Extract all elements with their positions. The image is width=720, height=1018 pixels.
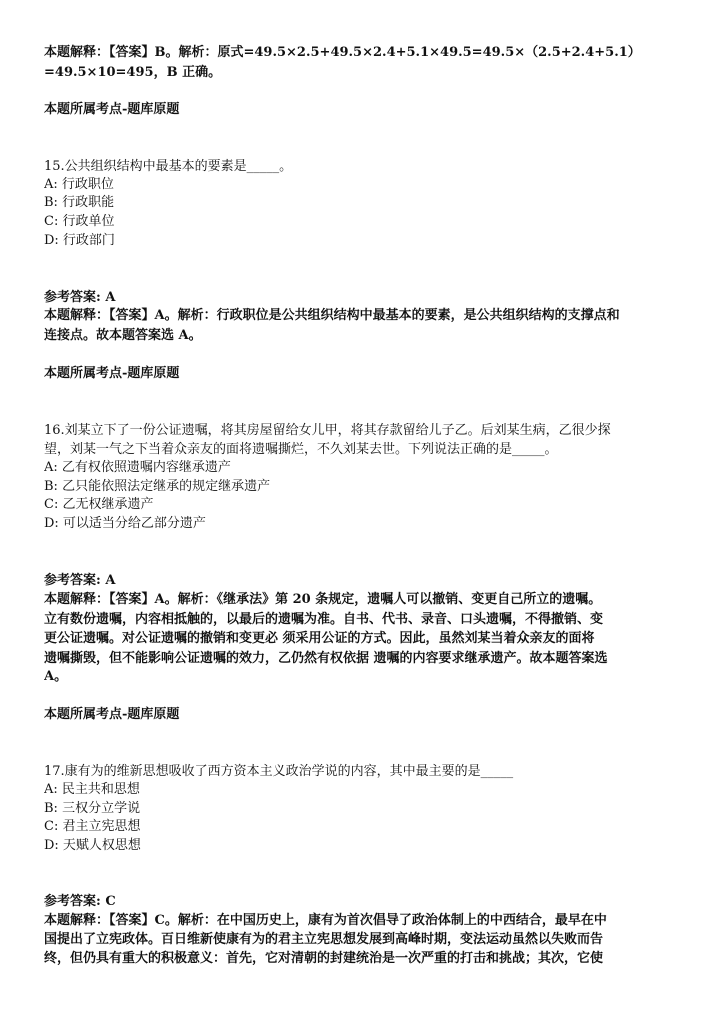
q17-option-c: C: 君主立宪思想: [44, 819, 141, 834]
q16-question-line-2: 望，刘某一气之下当着众亲友的面将遗嘱撕烂，不久刘某去世。下列说法正确的是_____。: [44, 442, 558, 457]
q15-explanation-line-1: 本题解释：【答案】A。解析：行政职位是公共组织结构中最基本的要素，是公共组织结构的支撑点和: [44, 308, 620, 323]
q15-option-a: A: 行政职位: [44, 177, 114, 192]
q16-option-d: D: 可以适当分给乙部分遗产: [44, 516, 206, 531]
q15-answer: 参考答案: A: [44, 290, 116, 305]
q17-question: 17.康有为的维新思想吸收了西方资本主义政治学说的内容，其中最主要的是_____: [44, 764, 514, 779]
q16-answer: 参考答案: A: [44, 573, 116, 588]
q17-option-a: A: 民主共和思想: [44, 782, 140, 797]
q16-question-line-1: 16.刘某立下了一份公证遗嘱，将其房屋留给女儿甲，将其存款留给儿子乙。后刘某生病，乙很少探: [44, 423, 611, 438]
q16-option-b: B: 乙只能依照法定继承的规定继承遗产: [44, 479, 271, 494]
q16-source: 本题所属考点-题库原题: [44, 707, 180, 722]
q16-option-c: C: 乙无权继承遗产: [44, 497, 154, 512]
q17-answer: 参考答案: C: [44, 894, 116, 909]
q15-question: 15.公共组织结构中最基本的要素是_____。: [44, 159, 293, 174]
q15-option-d: D: 行政部门: [44, 233, 115, 248]
q16-explanation-line-2: 立有数份遗嘱，内容相抵触的，以最后的遗嘱为准。自书、代书、录音、口头遗嘱，不得撤销、变: [44, 612, 604, 627]
q15-option-c: C: 行政单位: [44, 214, 115, 229]
q15-source: 本题所属考点-题库原题: [44, 366, 180, 381]
q16-explanation-line-1: 本题解释：【答案】A。解析：《继承法》第 20 条规定，遗嘱人可以撤销、变更自己所立的遗嘱。: [44, 592, 602, 607]
q14-source: 本题所属考点-题库原题: [44, 102, 180, 117]
q15-explanation-line-2: 连接点。故本题答案选 A。: [44, 328, 202, 343]
q16-explanation-line-4: 遗嘱撕毁，但不能影响公证遗嘱的效力，乙仍然有权依据 遗嘱的内容要求继承遗产。故本题答案选: [44, 651, 608, 666]
q14-explanation-line-2: =49.5×10=495，B 正确。: [44, 65, 222, 80]
q17-explanation-line-3: 终，但仍具有重大的积极意义：首先，它对清朝的封建统治是一次严重的打击和挑战；其次，它使: [44, 951, 604, 966]
q17-option-b: B: 三权分立学说: [44, 801, 141, 816]
q16-option-a: A: 乙有权依照遗嘱内容继承遗产: [44, 460, 231, 475]
q16-explanation-line-5: A。: [44, 669, 68, 684]
q17-explanation-line-2: 国提出了立宪政体。百日维新使康有为的君主立宪思想发展到高峰时期，变法运动虽然以失败而告: [44, 932, 604, 947]
q14-explanation-line-1: 本题解释：【答案】B。解析：原式=49.5×2.5+49.5×2.4+5.1×49.5=49.5×（2.5+2.4+5.1）: [44, 45, 641, 60]
q16-explanation-line-3: 更公证遗嘱。对公证遗嘱的撤销和变更必 须采用公证的方式。因此，虽然刘某当着众亲友的面将: [44, 631, 595, 646]
q17-explanation-line-1: 本题解释：【答案】C。解析：在中国历史上，康有为首次倡导了政治体制上的中西结合，最早在中: [44, 913, 607, 928]
q17-option-d: D: 天赋人权思想: [44, 838, 141, 853]
q15-option-b: B: 行政职能: [44, 195, 115, 210]
